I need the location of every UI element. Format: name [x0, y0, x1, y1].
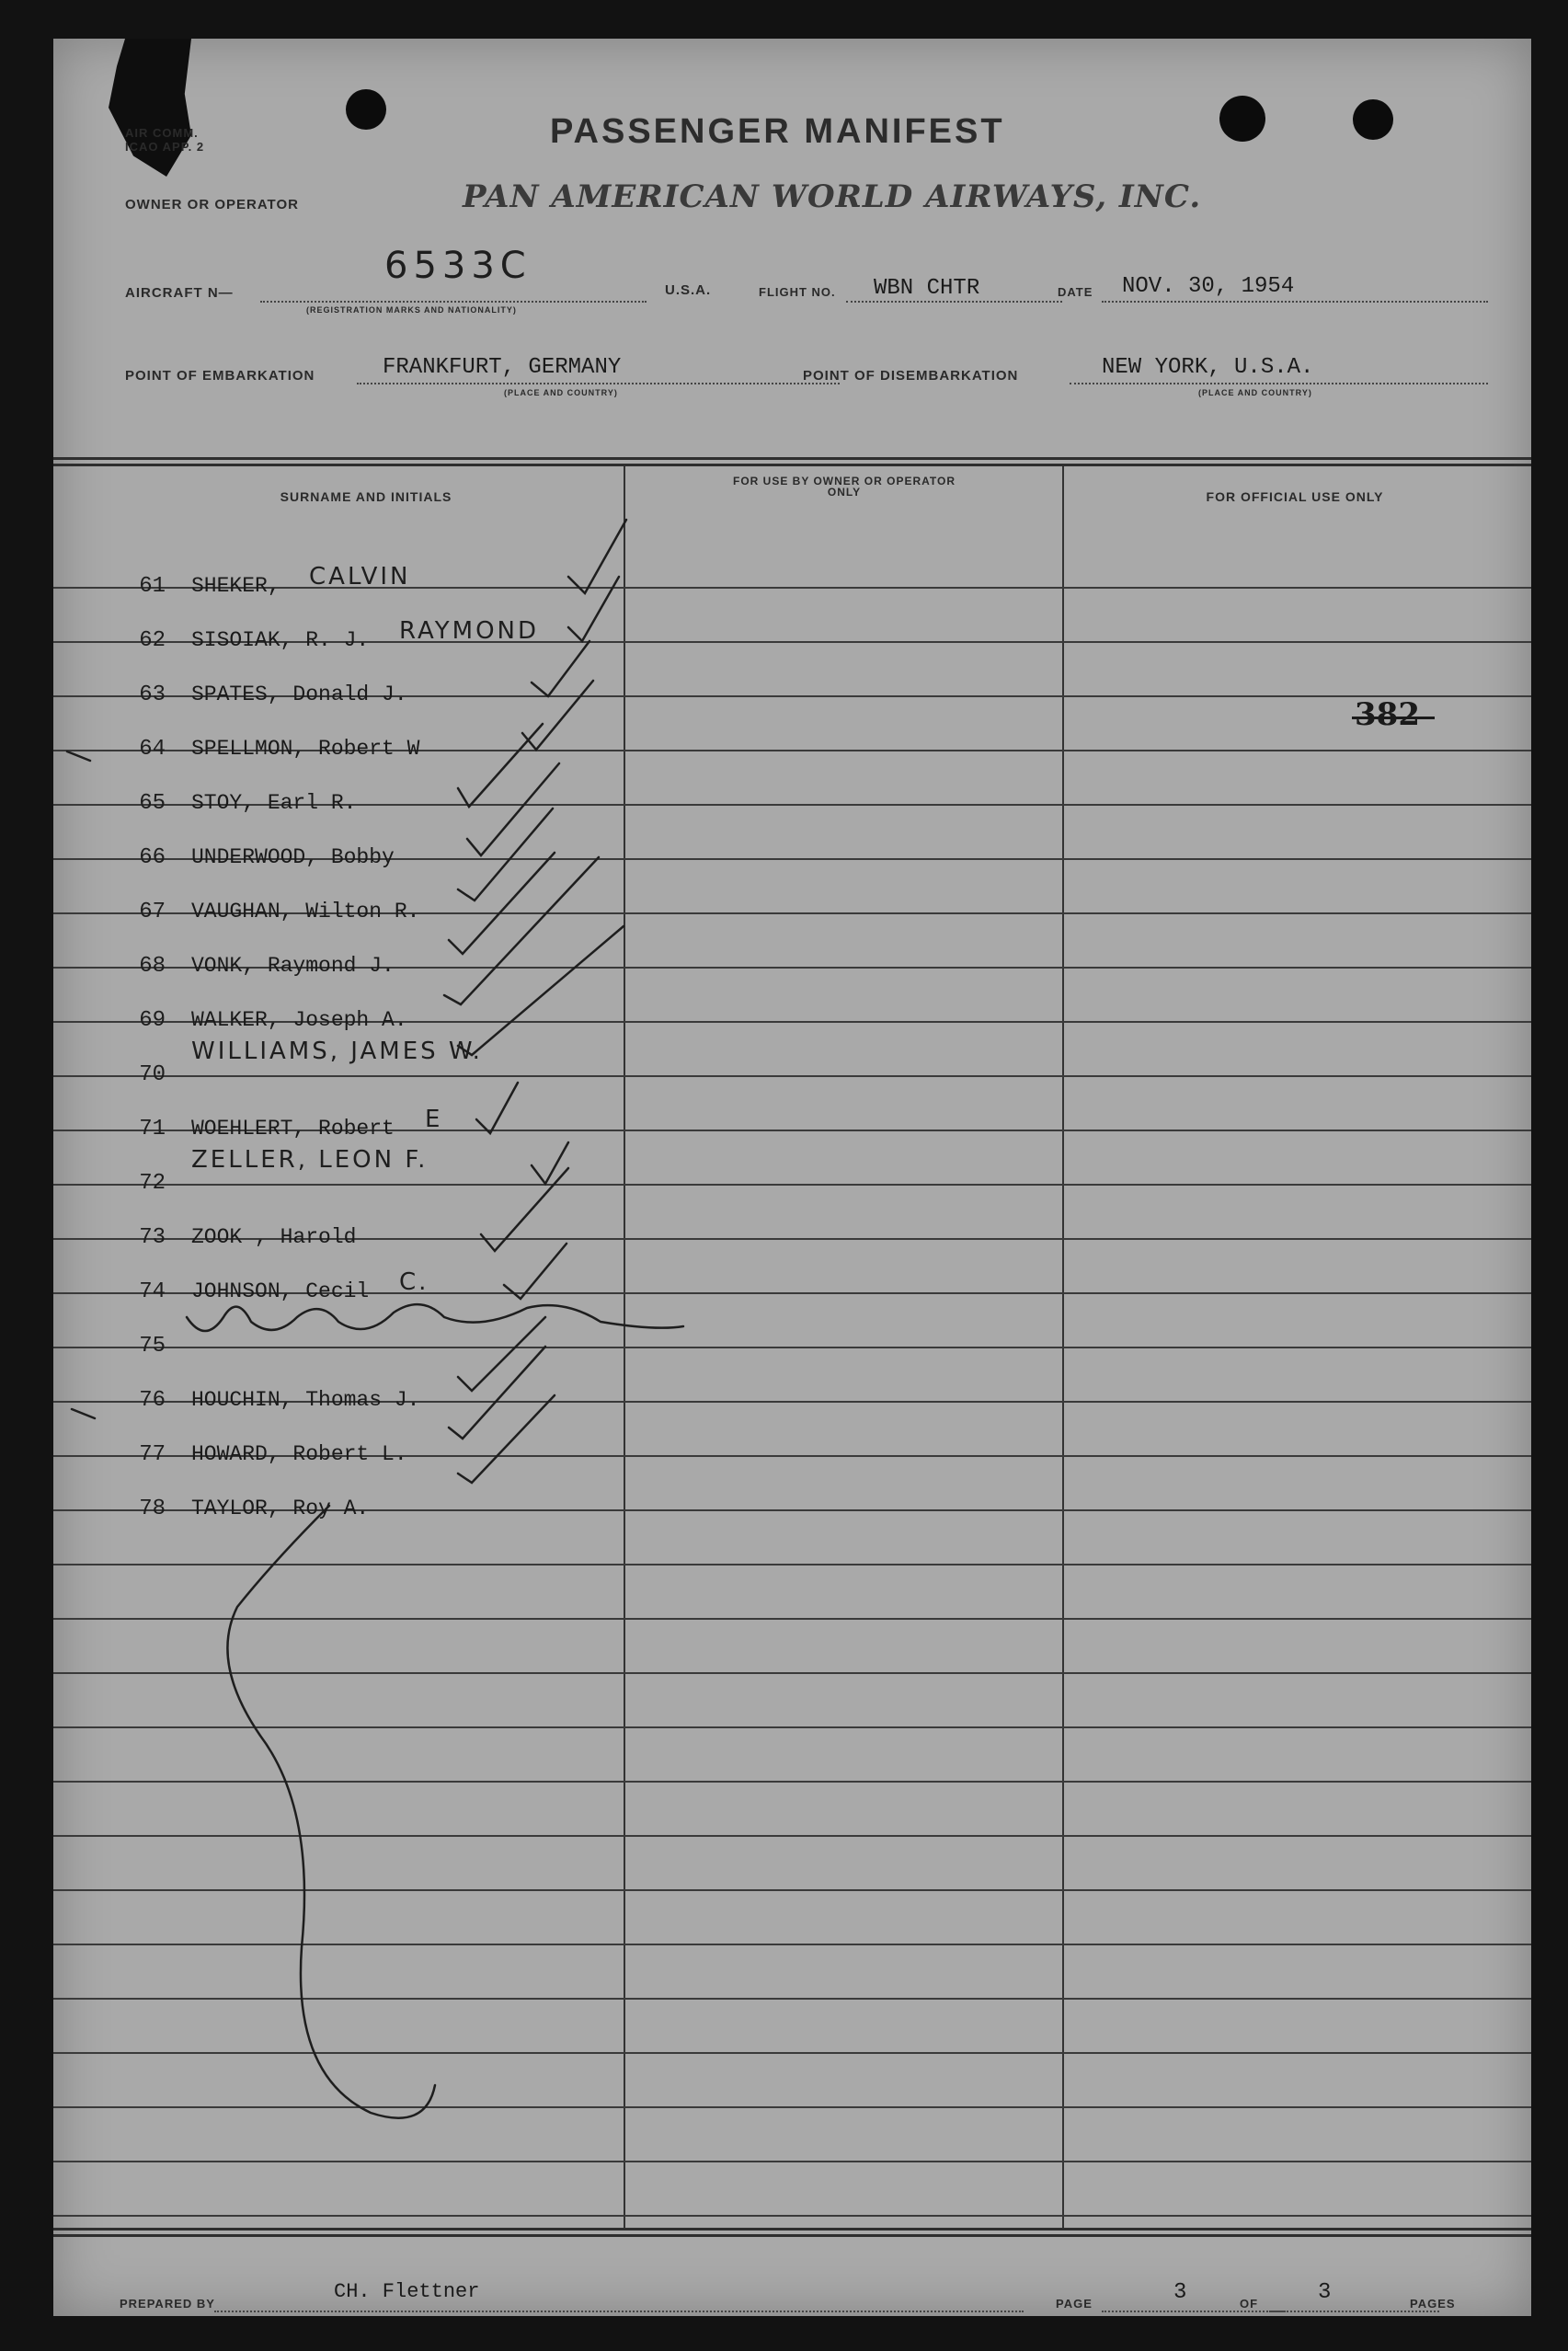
passenger-number: 77	[139, 1442, 166, 1467]
check-mark	[458, 1317, 545, 1391]
document-title: PASSENGER MANIFEST	[550, 112, 1005, 151]
passenger-name: SPELLMON, Robert W	[191, 737, 420, 761]
page-line	[1102, 2311, 1286, 2312]
official-stamp-number: 382	[1355, 696, 1420, 733]
usa-label: U.S.A.	[665, 282, 712, 298]
page-value: 3	[1173, 2280, 1187, 2305]
passenger-name: WOEHLERT, Robert	[191, 1117, 395, 1141]
check-mark	[568, 520, 626, 593]
aircraft-caption: (REGISTRATION MARKS AND NATIONALITY)	[306, 305, 517, 315]
check-mark	[444, 857, 599, 1004]
passenger-name: SPATES, Donald J.	[191, 682, 407, 706]
handwritten-name: ZELLER, LEON F.	[191, 1146, 429, 1174]
date-label: DATE	[1058, 285, 1093, 299]
of-label: OF	[1240, 2297, 1259, 2311]
check-mark	[532, 641, 589, 696]
passenger-name: SISOIAK, R. J.	[191, 628, 370, 652]
scribble-line	[227, 1506, 435, 2118]
passenger-name: STOY, Earl R.	[191, 791, 357, 815]
owner-label: OWNER OR OPERATOR	[125, 197, 299, 212]
passenger-name: HOUCHIN, Thomas J.	[191, 1388, 420, 1412]
passenger-number: 61	[139, 574, 166, 599]
embarkation-label: POINT OF EMBARKATION	[125, 368, 315, 384]
passenger-number: 73	[139, 1225, 166, 1250]
owner-value: PAN AMERICAN WORLD AIRWAYS, INC.	[463, 178, 1202, 215]
passenger-number: 65	[139, 791, 166, 816]
passenger-name: VAUGHAN, Wilton R.	[191, 900, 420, 923]
handwritten-name: CALVIN	[309, 563, 411, 591]
manifest-sheet	[53, 39, 1531, 2316]
passenger-name: SHEKER,	[191, 574, 280, 598]
passenger-number: 72	[139, 1171, 166, 1196]
embarkation-caption: (PLACE AND COUNTRY)	[504, 388, 618, 397]
passenger-number: 74	[139, 1279, 166, 1304]
flight-value: WBN CHTR	[874, 276, 980, 301]
check-mark	[467, 763, 559, 855]
scribble-line	[187, 1304, 683, 1331]
passenger-number: 71	[139, 1117, 166, 1141]
check-mark	[481, 1168, 568, 1251]
check-mark	[532, 1142, 568, 1184]
passenger-number: 62	[139, 628, 166, 653]
handwritten-name: E	[425, 1106, 443, 1133]
aircraft-label: AIRCRAFT N—	[125, 285, 234, 301]
of-line	[1269, 2311, 1439, 2312]
table-bottom-rule	[53, 2228, 1531, 2231]
prepared-label: PREPARED BY	[120, 2297, 215, 2311]
embarkation-value: FRANKFURT, GERMANY	[383, 355, 622, 380]
check-mark	[449, 1347, 545, 1439]
check-mark	[522, 681, 593, 750]
passenger-name: JOHNSON, Cecil	[191, 1279, 370, 1303]
flight-label: FLIGHT NO.	[759, 285, 836, 299]
check-mark	[458, 1395, 555, 1483]
disembarkation-value: NEW YORK, U.S.A.	[1102, 355, 1314, 380]
date-value: NOV. 30, 1954	[1122, 274, 1295, 299]
prepared-line	[214, 2311, 1024, 2312]
prepared-value: CH. Flettner	[334, 2280, 480, 2303]
disembarkation-caption: (PLACE AND COUNTRY)	[1198, 388, 1312, 397]
passenger-number: 64	[139, 737, 166, 762]
passenger-number: 76	[139, 1388, 166, 1413]
form-code-line-1: AIR COMM.	[125, 126, 199, 140]
check-mark	[476, 1083, 518, 1133]
aircraft-value: 6533C	[384, 245, 532, 287]
pages-value: 3	[1318, 2280, 1332, 2305]
passenger-number: 69	[139, 1008, 166, 1033]
passenger-name: HOWARD, Robert L.	[191, 1442, 407, 1466]
passenger-name: VONK, Raymond J.	[191, 954, 395, 978]
passenger-number: 70	[139, 1062, 166, 1087]
handwritten-name: C.	[399, 1268, 429, 1296]
pencil-mark	[72, 1409, 95, 1418]
pages-label: PAGES	[1410, 2297, 1456, 2311]
passenger-number: 63	[139, 682, 166, 707]
pencil-mark	[67, 751, 90, 761]
passenger-number: 78	[139, 1497, 166, 1521]
surname-column-header: SURNAME AND INITIALS	[280, 489, 452, 504]
handwritten-name: WILLIAMS, JAMES W.	[191, 1038, 483, 1065]
check-mark	[458, 926, 624, 1055]
check-mark	[458, 809, 553, 900]
official-column-header: FOR OFFICIAL USE ONLY	[1206, 489, 1384, 504]
check-mark	[568, 577, 619, 641]
owner-column-header: FOR USE BY OWNER OR OPERATOR ONLY	[732, 475, 956, 499]
disembarkation-label: POINT OF DISEMBARKATION	[803, 368, 1019, 384]
passenger-number: 67	[139, 900, 166, 924]
check-mark	[504, 1244, 567, 1299]
passenger-name: ZOOK , Harold	[191, 1225, 357, 1249]
passenger-number: 75	[139, 1334, 166, 1359]
check-mark	[458, 724, 543, 807]
handwritten-marks	[53, 39, 1531, 2316]
passenger-number: 68	[139, 954, 166, 979]
form-code-line-2: ICAO APP. 2	[125, 140, 205, 154]
passenger-number: 66	[139, 845, 166, 870]
passenger-name: TAYLOR, Roy A.	[191, 1497, 370, 1520]
table-bottom-rule-2	[53, 2234, 1531, 2237]
page-label: PAGE	[1056, 2297, 1093, 2311]
handwritten-name: RAYMOND	[399, 617, 540, 645]
passenger-name: UNDERWOOD, Bobby	[191, 845, 395, 869]
passenger-name: WALKER, Joseph A.	[191, 1008, 407, 1032]
